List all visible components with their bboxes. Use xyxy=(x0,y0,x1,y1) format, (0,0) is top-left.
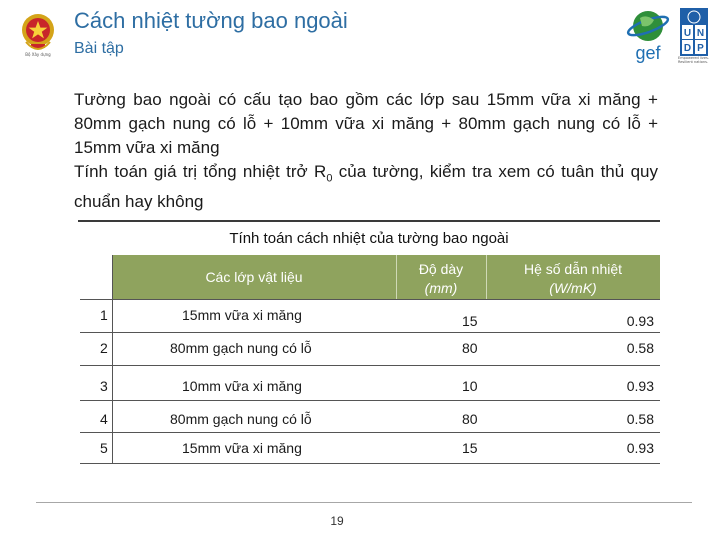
exercise-line-2-start: Tính toán giá trị tổng nhiệt trở R xyxy=(74,162,327,181)
header-material: Các lớp vật liệu xyxy=(205,269,303,285)
exercise-line-2-end: của tường, kiểm tra xem có tuân thủ quy chuẩn hay không xyxy=(74,162,658,212)
row-thickness: 80 xyxy=(462,411,478,427)
slide-title: Cách nhiệt tường bao ngoài xyxy=(74,8,348,33)
exercise-line-2 xyxy=(74,160,658,214)
row-line xyxy=(80,463,660,464)
row-material: 15mm vữa xi măng xyxy=(182,440,302,456)
undp-letter-d: D xyxy=(683,43,692,54)
footer-rule xyxy=(36,502,692,503)
header-thickness-unit: (mm) xyxy=(424,280,458,296)
row-index: 5 xyxy=(100,440,108,456)
exercise-text xyxy=(74,88,658,214)
r0-subscript: 0 xyxy=(326,172,333,185)
row-conductivity: 0.58 xyxy=(626,340,654,356)
row-material: 10mm vữa xi măng xyxy=(182,378,302,394)
row-thickness: 15 xyxy=(462,313,478,329)
row-material: 80mm gạch nung có lỗ xyxy=(170,340,312,356)
slide-subtitle: Bài tập xyxy=(74,40,124,57)
row-line xyxy=(80,400,660,401)
header-thickness: Độ dày xyxy=(418,261,464,277)
row-line xyxy=(80,332,660,333)
row-conductivity: 0.93 xyxy=(626,313,654,329)
row-index: 3 xyxy=(100,378,108,394)
row-index: 2 xyxy=(100,340,108,356)
page-number: 19 xyxy=(330,514,344,528)
row-conductivity: 0.93 xyxy=(626,440,654,456)
row-conductivity: 0.58 xyxy=(626,411,654,427)
undp-letter-p: P xyxy=(697,43,704,54)
row-conductivity: 0.93 xyxy=(626,378,654,394)
emblem-caption: Bộ Xây dựng xyxy=(25,52,51,57)
undp-icon xyxy=(680,8,708,56)
row-thickness: 80 xyxy=(462,340,478,356)
gef-globe-icon xyxy=(624,6,672,64)
row-material: 15mm vữa xi măng xyxy=(182,307,302,323)
undp-caption: Empowered lives. Resilient nations. xyxy=(678,56,709,64)
header-conductivity-unit: (W/mK) xyxy=(549,280,597,296)
row-line xyxy=(80,365,660,366)
undp-letter-n: N xyxy=(696,28,705,39)
table-top-rule xyxy=(78,220,660,222)
row-line xyxy=(80,299,660,300)
gef-logo-text: gef xyxy=(635,43,661,63)
row-thickness: 15 xyxy=(462,440,478,456)
header-conductivity: Hệ số dẫn nhiệt xyxy=(523,261,623,277)
row-thickness: 10 xyxy=(462,378,478,394)
row-material: 80mm gạch nung có lỗ xyxy=(170,411,312,427)
row-line xyxy=(80,432,660,433)
row-index: 1 xyxy=(100,307,108,323)
row-index: 4 xyxy=(100,411,108,427)
undp-letter-u: U xyxy=(683,28,692,39)
table-title: Tính toán cách nhiệt của tường bao ngoài xyxy=(229,230,509,247)
exercise-line-1: Tường bao ngoài có cấu tạo bao gồm các lớp sau 15mm vữa xi măng + 80mm gạch nung có lỗ + 10mm vữa xi măng + 80mm gạch nung có lỗ + 15mm vữa xi măng xyxy=(74,90,658,157)
